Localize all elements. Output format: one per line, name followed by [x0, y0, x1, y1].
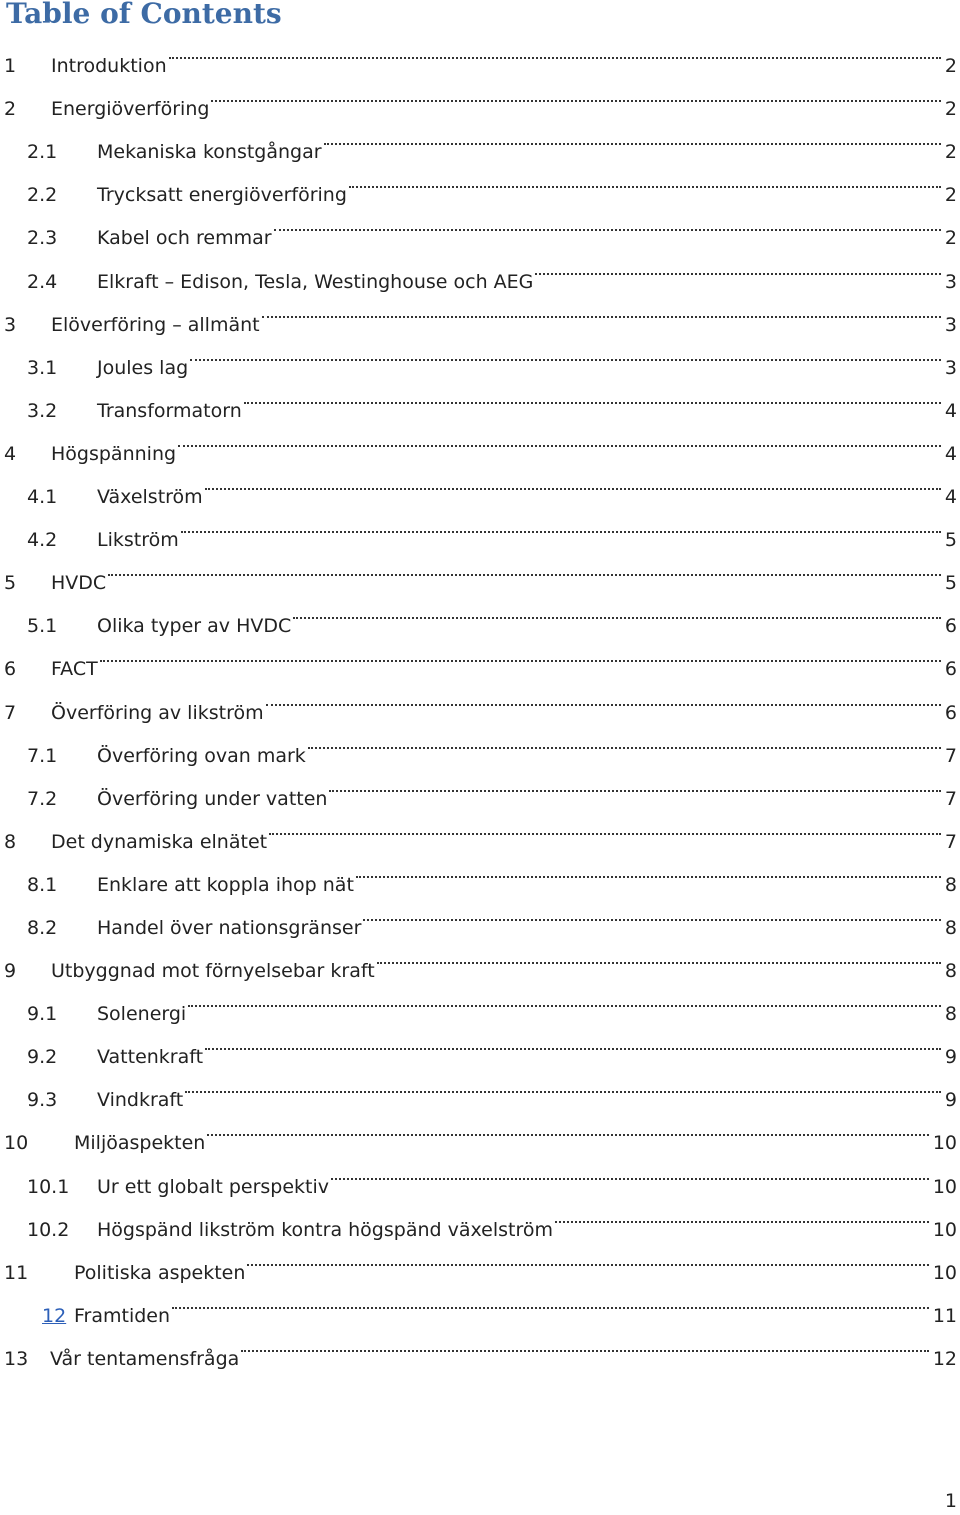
toc-entry-number: 2.3 [27, 227, 58, 250]
toc-entry-page: 7 [944, 744, 957, 767]
dot-leader [181, 503, 941, 546]
toc-entry-page: 4 [944, 399, 957, 422]
toc-entry-number: 2.4 [27, 270, 58, 293]
toc-entry-title: FACT [51, 658, 98, 681]
toc-entry-title: Högspänning [51, 442, 177, 465]
toc-entry-title: Trycksatt energiöverföring [97, 184, 347, 207]
toc-entry-number: 3.1 [27, 356, 58, 379]
toc-entry-title: Framtiden [74, 1304, 171, 1327]
toc-entry-number: 9.2 [27, 1046, 58, 1069]
toc-entry-number: 1 [4, 55, 17, 78]
toc-entry-page: 10 [932, 1175, 957, 1198]
toc-entry-number: 7.1 [27, 744, 58, 767]
toc-entry-number: 2.2 [27, 184, 58, 207]
toc-entry-page: 10 [932, 1132, 957, 1155]
toc-entry-page: 3 [944, 313, 957, 336]
toc-entry-title: Vår tentamensfråga [50, 1347, 240, 1370]
toc-entry-10[interactable] [0, 1106, 960, 1155]
page-number: 1 [944, 1490, 957, 1512]
dot-leader [188, 977, 941, 1020]
toc-entry-title: Solenergi [97, 1003, 187, 1026]
dot-leader [262, 288, 941, 331]
toc-entry-12[interactable] [0, 1279, 960, 1327]
dot-leader [211, 72, 940, 115]
toc-entry-3-2[interactable] [0, 374, 960, 422]
toc-entry-title: Ur ett globalt perspektiv [97, 1175, 330, 1198]
toc-entry-title: Energiöverföring [51, 98, 210, 121]
toc-entry-page: 8 [944, 1003, 957, 1026]
dot-leader [241, 1322, 929, 1365]
toc-entry-page: 7 [944, 787, 957, 810]
toc-entry-title: Överföring under vatten [97, 787, 328, 810]
dot-leader [169, 29, 941, 72]
toc-entry-number: 2 [4, 98, 17, 121]
toc-entry-title: Det dynamiska elnätet [51, 830, 268, 853]
dot-leader [535, 244, 941, 287]
toc-entry-title: Joules lag [97, 356, 189, 379]
toc-entry-number: 8.1 [27, 873, 58, 896]
toc-entry-4-1[interactable] [0, 460, 960, 509]
dot-leader [269, 805, 941, 848]
dot-leader [207, 1106, 928, 1149]
toc-entry-page: 2 [944, 98, 957, 121]
toc-entry-title: Vattenkraft [97, 1046, 204, 1069]
dot-leader [356, 848, 941, 891]
toc-entry-page: 8 [944, 873, 957, 896]
toc-entry-page: 10 [932, 1218, 957, 1241]
toc-entry-13[interactable] [0, 1322, 960, 1370]
toc-entry-page: 7 [944, 830, 957, 853]
toc-entry-title: Överföring av likström [51, 701, 264, 724]
toc-entry-title: Politiska aspekten [74, 1261, 246, 1284]
dot-leader [555, 1193, 929, 1236]
toc-entry-number: 3 [4, 313, 17, 336]
toc-entry-number: 9.1 [27, 1003, 58, 1026]
dot-leader [172, 1279, 929, 1322]
dot-leader [247, 1236, 928, 1279]
toc-entry-number: 7 [4, 701, 17, 724]
toc-entry-8-1[interactable] [0, 848, 960, 896]
toc-entry-page: 8 [944, 960, 957, 983]
toc-entry-10-2[interactable] [0, 1193, 960, 1241]
toc-entry-4-2[interactable] [0, 503, 960, 552]
toc-entry-page: 4 [944, 486, 957, 509]
toc-entry-number: 13 [4, 1347, 29, 1370]
dot-leader [100, 632, 941, 675]
toc-entry-title: Introduktion [51, 55, 167, 78]
toc-entry-number: 4.2 [27, 529, 58, 552]
dot-leader [185, 1063, 941, 1106]
toc-entry-7-2[interactable] [0, 762, 960, 810]
dot-leader [190, 331, 941, 374]
dot-leader [178, 417, 941, 460]
toc-entry-page: 2 [944, 55, 957, 78]
dot-leader [266, 675, 941, 718]
dot-leader [308, 719, 941, 762]
toc-entry-number: 10 [4, 1132, 29, 1155]
toc-entry-7-1[interactable] [0, 719, 960, 767]
toc-entry-number: 6 [4, 658, 17, 681]
toc-entry-number: 3.2 [27, 399, 58, 422]
toc-entry-2-4[interactable] [0, 244, 960, 293]
dot-leader [331, 1149, 929, 1192]
toc-entry-title: Växelström [97, 486, 203, 509]
toc-entry-2[interactable] [0, 72, 960, 121]
toc-entry-number: 2.1 [27, 141, 58, 164]
toc-entry-number: 10.2 [27, 1218, 70, 1241]
toc-entry-7[interactable] [0, 675, 960, 724]
toc-entry-number: 9.3 [27, 1089, 58, 1112]
toc-entry-4[interactable] [0, 417, 960, 465]
toc-entry-page: 8 [944, 916, 957, 939]
dot-leader [363, 891, 941, 934]
toc-entry-title: Olika typer av HVDC [97, 615, 292, 638]
toc-entry-11[interactable] [0, 1236, 960, 1284]
toc-entry-3-1[interactable] [0, 331, 960, 379]
toc-entry-2-1[interactable] [0, 115, 960, 164]
toc-entry-page: 10 [932, 1261, 957, 1284]
toc-entry-title: Handel över nationsgränser [97, 916, 362, 939]
dot-leader [377, 934, 941, 977]
toc-entry-page: 3 [944, 270, 957, 293]
toc-entry-page: 12 [932, 1347, 957, 1370]
toc-entry-page: 9 [944, 1046, 957, 1069]
toc-entry-page: 2 [944, 184, 957, 207]
toc-entry-page: 3 [944, 356, 957, 379]
toc-entry-3[interactable] [0, 288, 960, 336]
toc-entry-title: Transformatorn [97, 399, 242, 422]
toc-entry-title: Kabel och remmar [97, 227, 272, 250]
toc-entry-number: 9 [4, 960, 17, 983]
toc-entry-6[interactable] [0, 632, 960, 681]
toc-entry-number: 5 [4, 572, 17, 595]
toc-entry-9-1[interactable] [0, 977, 960, 1026]
toc-entry-title: Högspänd likström kontra högspänd växelström [97, 1218, 553, 1241]
toc-entry-page: 6 [944, 658, 957, 681]
toc-entry-5[interactable] [0, 546, 960, 595]
toc-entry-title: HVDC [51, 572, 107, 595]
dot-leader [274, 201, 941, 244]
toc-entry-title: Utbyggnad mot förnyelsebar kraft [51, 960, 375, 983]
toc-entry-9-2[interactable] [0, 1020, 960, 1069]
toc-entry-page: 11 [932, 1304, 957, 1327]
toc-entry-8-2[interactable] [0, 891, 960, 939]
toc-entry-title: Elöverföring – allmänt [51, 313, 260, 336]
toc-entry-number-link[interactable]: 12 [42, 1304, 67, 1327]
toc-entry-1[interactable] [0, 29, 960, 78]
toc-entry-page: 6 [944, 701, 957, 724]
toc-entry-number: 4 [4, 442, 17, 465]
toc-entry-page: 6 [944, 615, 957, 638]
toc-entry-page: 5 [944, 572, 957, 595]
toc-entry-number: 10.1 [27, 1175, 70, 1198]
toc-entry-title: Vindkraft [97, 1089, 184, 1112]
dot-leader [205, 460, 941, 503]
toc-entry-8[interactable] [0, 805, 960, 853]
toc-entry-page: 5 [944, 529, 957, 552]
dot-leader [108, 546, 941, 589]
toc-entry-number: 8 [4, 830, 17, 853]
toc-entry-number: 4.1 [27, 486, 58, 509]
toc-entry-number: 5.1 [27, 615, 58, 638]
toc-entry-page: 4 [944, 442, 957, 465]
toc-entry-2-2[interactable] [0, 158, 960, 207]
toc-entry-page: 2 [944, 141, 957, 164]
toc-entry-title: Enklare att koppla ihop nät [97, 873, 354, 896]
toc-entry-number: 11 [4, 1261, 29, 1284]
toc-heading: Table of Contents [6, 0, 282, 30]
dot-leader [244, 374, 941, 417]
toc-entry-title: Mekaniska konstgångar [97, 141, 322, 164]
toc-entry-page: 9 [944, 1089, 957, 1112]
dot-leader [324, 115, 941, 158]
toc-entry-10-1[interactable] [0, 1149, 960, 1198]
toc-entry-9[interactable] [0, 934, 960, 983]
dot-leader [293, 589, 941, 632]
toc-entry-number: 7.2 [27, 787, 58, 810]
dot-leader [349, 158, 941, 201]
toc-entry-title: Miljöaspekten [74, 1132, 206, 1155]
toc-entry-number: 8.2 [27, 916, 58, 939]
toc-entry-2-3[interactable] [0, 201, 960, 250]
table-of-contents [0, 29, 960, 1370]
toc-entry-9-3[interactable] [0, 1063, 960, 1112]
toc-entry-title: Elkraft – Edison, Tesla, Westinghouse och AEG [97, 270, 534, 293]
dot-leader [205, 1020, 941, 1063]
toc-entry-title: Likström [97, 529, 179, 552]
toc-entry-page: 2 [944, 227, 957, 250]
toc-entry-5-1[interactable] [0, 589, 960, 638]
toc-entry-title: Överföring ovan mark [97, 744, 306, 767]
dot-leader [329, 762, 940, 805]
